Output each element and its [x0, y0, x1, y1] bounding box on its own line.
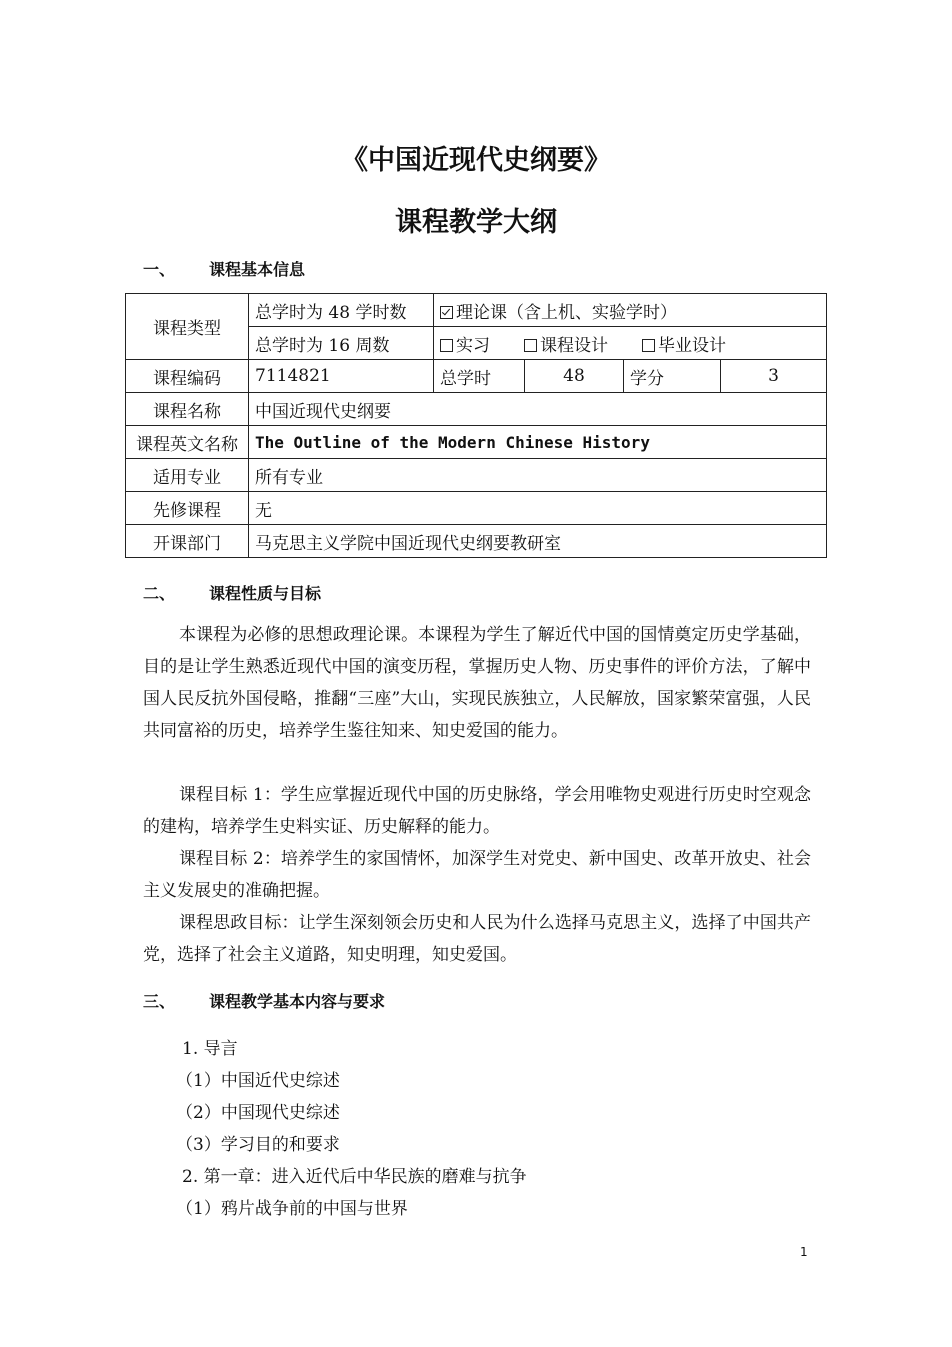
type-design-label: 课程设计	[540, 335, 608, 356]
prereq-label: 先修课程	[126, 492, 249, 525]
document-subtitle: 课程教学大纲	[395, 207, 557, 238]
list-item: （1）中国近代史综述	[176, 1071, 340, 1091]
type-theory-cell	[434, 294, 827, 327]
section-heading-2	[143, 581, 321, 604]
document-title: 《中国近现代史纲要》	[341, 145, 611, 176]
unchecked-box-icon	[440, 339, 453, 352]
course-type-label: 课程类型	[126, 294, 249, 360]
english-name-label: 课程英文名称	[126, 426, 249, 459]
course-info-table	[125, 293, 827, 558]
section-title: 课程教学基本内容与要求	[209, 992, 386, 1011]
list-item: （1）鸦片战争前的中国与世界	[176, 1199, 408, 1219]
section-number: 二、	[143, 584, 176, 603]
section-title: 课程性质与目标	[209, 584, 322, 603]
paragraph: 本课程为必修的思想政理论课。本课程为学生了解近代中国的国情奠定历史学基础，目的是让学生熟悉近现代中国的演变历程，掌握历史人物、历史事件的评价方法，了解中国人民反抗外国侵略，推翻“三座”大山，实现民族独立，人民解放，国家繁荣富强，人民共同富裕的历史，培养学生鉴往知来、知史爱国的能力。	[143, 625, 811, 741]
section-number: 三、	[143, 992, 176, 1011]
list-item: 2. 第一章：进入近代后中华民族的磨难与抗争	[182, 1167, 527, 1187]
page-number: 1	[800, 1245, 808, 1259]
credit-value: 3	[721, 360, 827, 393]
section-number: 一、	[143, 260, 176, 279]
list-item: 1. 导言	[182, 1039, 238, 1059]
paragraph: 课程目标 2：培养学生的家国情怀，加深学生对党史、新中国史、改革开放史、社会主义发展史的准确把握。	[143, 849, 811, 901]
type-theory-label: 理论课（含上机、实验学时）	[456, 302, 677, 323]
total-hours-value: 48	[525, 360, 624, 393]
paragraph: 课程目标 1：学生应掌握近现代中国的历史脉络，学会用唯物史观进行历史时空观念的建构，培养学生史料实证、历史解释的能力。	[143, 785, 811, 837]
department-label: 开课部门	[126, 525, 249, 558]
total-hours-label: 总学时	[434, 360, 525, 393]
section-heading-1	[143, 257, 305, 280]
type-practice-label: 实习	[456, 335, 490, 356]
list-item: （3）学习目的和要求	[176, 1135, 340, 1155]
section-heading-3	[143, 989, 385, 1012]
type-graduation-label: 毕业设计	[658, 335, 726, 356]
course-name-label: 课程名称	[126, 393, 249, 426]
hours-48-cell: 总学时为 48 学时数	[249, 294, 434, 327]
department-value: 马克思主义学院中国近现代史纲要教研室	[249, 525, 827, 558]
english-name-value: The Outline of the Modern Chinese History	[249, 426, 827, 459]
prereq-value: 无	[249, 492, 827, 525]
course-code-label: 课程编码	[126, 360, 249, 393]
course-code-value: 7114821	[249, 360, 434, 393]
major-label: 适用专业	[126, 459, 249, 492]
credit-label: 学分	[624, 360, 721, 393]
section-title: 课程基本信息	[209, 260, 306, 279]
unchecked-box-icon	[524, 339, 537, 352]
type-options-cell	[434, 327, 827, 360]
major-value: 所有专业	[249, 459, 827, 492]
list-item: （2）中国现代史综述	[176, 1103, 340, 1123]
checked-box-icon	[440, 306, 453, 319]
course-name-value: 中国近现代史纲要	[249, 393, 827, 426]
unchecked-box-icon	[642, 339, 655, 352]
hours-16-cell: 总学时为 16 周数	[249, 327, 434, 360]
paragraph: 课程思政目标：让学生深刻领会历史和人民为什么选择马克思主义，选择了中国共产党，选择了社会主义道路，知史明理，知史爱国。	[143, 913, 811, 965]
